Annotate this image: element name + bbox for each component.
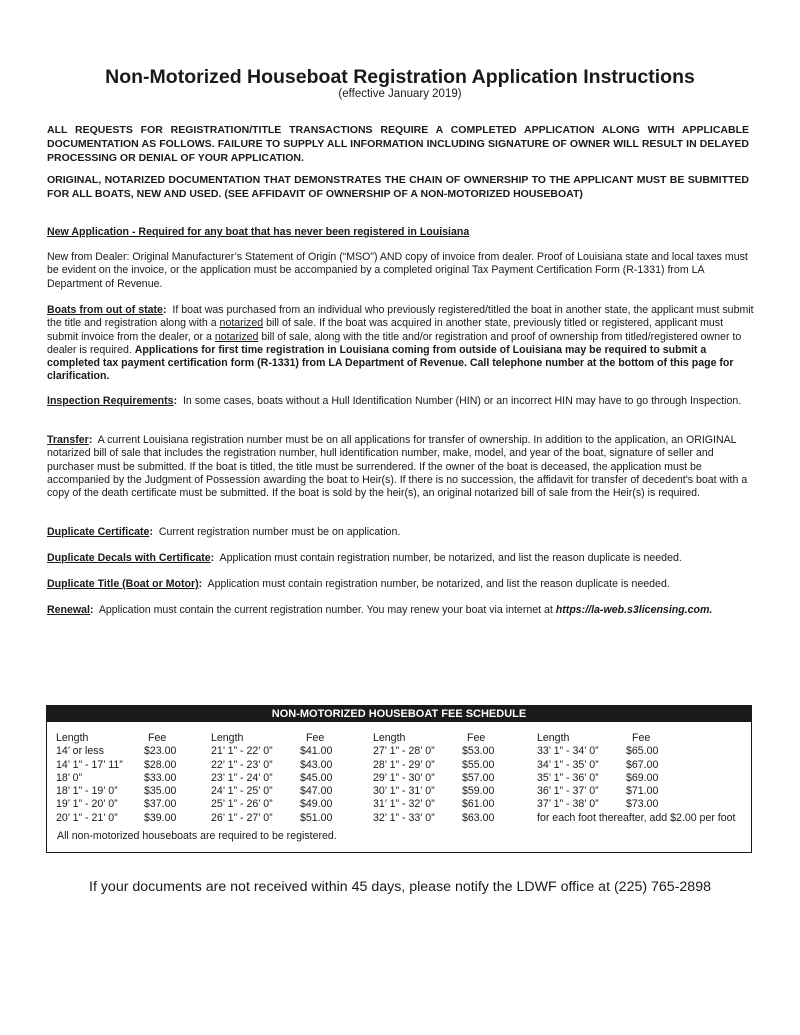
fee-length: 28’ 1” - 29’ 0” (373, 758, 435, 771)
fee-length: 23’ 1” - 24’ 0” (211, 771, 273, 784)
duplicate-certificate-section: Duplicate Certificate: Current registration number must be on application. (47, 526, 401, 538)
new-application-heading (47, 226, 757, 239)
fee-length: 37’ 1” - 38’ 0” (537, 798, 599, 811)
fee-amount: $28.00 (144, 758, 177, 771)
length-header: Length (211, 732, 244, 744)
fee-amount: $65.00 (626, 745, 659, 758)
out-of-state-text-2: bill of sale. If the boat was acquired in another state, previously titled or registered, applicant must submit invoice from the dealer, or a (47, 317, 724, 343)
fee-row (56, 745, 176, 758)
fee-length: 34’ 1” - 35’ 0” (537, 758, 599, 771)
duplicate-certificate-heading: Duplicate Certificate (47, 526, 150, 538)
fee-schedule-box (46, 705, 752, 853)
fee-amount: $73.00 (626, 798, 659, 811)
fee-amount: $71.00 (626, 785, 659, 798)
fee-length: 31’ 1” - 32’ 0” (373, 798, 435, 811)
duplicate-decals-heading: Duplicate Decals with Certificate (47, 552, 211, 564)
notice-ownership: ORIGINAL, NOTARIZED DOCUMENTATION THAT DEMONSTRATES THE CHAIN OF OWNERSHIP TO THE APPLICANT MUST BE SUBMITTED FOR ALL BOATS, NEW AND USED. (SEE AFFIDAVIT OF OWNERSHIP OF A NON-MOTORIZED HOUSEBOAT) (47, 174, 749, 200)
renewal-url: https://la-web.s3licensing.com. (555, 604, 713, 616)
renewal-body: Application must contain the current registration number. You may renew your boat via internet at (98, 604, 556, 616)
fee-row (56, 785, 176, 798)
fee-amount: $51.00 (300, 811, 333, 824)
fee-row (537, 798, 735, 811)
length-header: Length (537, 732, 570, 744)
inspection-body: In some cases, boats without a Hull Identification Number (HIN) or an incorrect HIN may have to go through Inspection. (182, 395, 742, 407)
duplicate-decals-body: Application must contain registration number, be notarized, and list the reason duplicate is needed. (219, 552, 682, 564)
out-of-state-text-3: bill of sale, along with the title and/or registration and proof of ownership from titled/registered owner to dealer is required. (47, 330, 742, 356)
footer-contact-note: If your documents are not received within 45 days, please notify the LDWF office at (225) 765-2898 (89, 879, 711, 895)
fee-amount: $23.00 (144, 745, 177, 758)
fee-length: 29’ 1” - 30’ 0” (373, 771, 435, 784)
fee-amount: $57.00 (462, 771, 495, 784)
fee-header: Fee (467, 732, 486, 744)
fee-row (56, 798, 176, 811)
fee-length: 18’ 1” - 19’ 0” (56, 785, 118, 798)
new-application-heading-text: New Application - Required for any boat that has never been registered in Louisiana (47, 226, 470, 238)
transfer-heading: Transfer (47, 434, 89, 446)
fee-amount: $39.00 (144, 811, 177, 824)
fee-length: 30’ 1” - 31’ 0” (373, 785, 435, 798)
fee-length: 18’ 0” (56, 771, 83, 784)
fee-amount: $67.00 (626, 758, 659, 771)
fee-length: 22’ 1” - 23’ 0” (211, 758, 273, 771)
fee-length: 24’ 1” - 25’ 0” (211, 785, 273, 798)
inspection-heading: Inspection Requirements (47, 395, 174, 407)
out-of-state-bold-note: Applications for first time registration in Louisiana coming from outside of Louisiana may be required to submit a completed tax payment certification form (R-1331) from LA Department of Revenue. Call telephone number at the bottom of this page for clarification. (47, 343, 734, 383)
out-of-state-heading: Boats from out of state (47, 304, 163, 316)
fee-column-2 (211, 732, 332, 825)
duplicate-decals-section: Duplicate Decals with Certificate: Application must contain registration number, be notarized, and list the reason duplicate is needed. (47, 552, 682, 564)
fee-header: Fee (148, 732, 167, 744)
fee-amount: $69.00 (626, 771, 659, 784)
transfer-section: Transfer: A current Louisiana registration number must be on all applications for transfer of ownership. In addition to the application, an ORIGINAL notarized bill of sale that includes the registration number, hull identification number, make, model, and year of the boat, signature of seller and purchaser must be submitted. If the boat is titled, the title must be surrendered. If the owner of the boat is deceased, the application must be accompanied by the Judgment of Possession awarding the boat to Heir(s). If there is no succession, the affidavit for transfer of decedent's boat with a copy of the death certificate must be submitted. If the boat is sold by the heir(s), an original notarized bill of sale from the Heir(s) is required. (47, 434, 748, 500)
fee-amount: $43.00 (300, 758, 333, 771)
fee-length: 36’ 1” - 37’ 0” (537, 785, 599, 798)
inspection-section: Inspection Requirements: In some cases, boats without a Hull Identification Number (HIN) or an incorrect HIN may have to go through Inspection. (47, 395, 742, 407)
fee-row (56, 759, 176, 772)
fee-row (211, 812, 332, 825)
out-of-state-text-1: If boat was purchased from an individual who previously registered/titled the boat in another state, the applicant must submit the title and registration along with a (47, 304, 754, 330)
length-header: Length (373, 732, 406, 744)
fee-amount: $41.00 (300, 745, 333, 758)
fee-header: Fee (306, 732, 325, 744)
fee-schedule-note: All non-motorized houseboats are required to be registered. (57, 830, 337, 842)
fee-length: 32’ 1” - 33’ 0” (373, 811, 435, 824)
fee-column-4 (537, 732, 735, 825)
fee-length: 20’ 1” - 21’ 0” (56, 811, 118, 824)
fee-column-1 (56, 732, 176, 825)
notarized-term-1: notarized (219, 317, 264, 330)
fee-row (211, 772, 332, 785)
fee-length: 14’ 1” - 17’ 11” (56, 758, 123, 771)
fee-row (373, 812, 494, 825)
fee-amount: $33.00 (144, 771, 177, 784)
fee-length: 26’ 1” - 27’ 0” (211, 811, 273, 824)
fee-extra: for each foot thereafter, add $2.00 per foot (537, 811, 736, 824)
duplicate-title-body: Application must contain registration number, be notarized, and list the reason duplicate is needed. (207, 578, 670, 590)
fee-column-3 (373, 732, 494, 825)
fee-amount: $49.00 (300, 798, 333, 811)
fee-length: 21’ 1” - 22’ 0” (211, 745, 273, 758)
fee-length: 14’ or less (56, 745, 104, 758)
fee-row (537, 785, 735, 798)
fee-length: 27’ 1” - 28’ 0” (373, 745, 435, 758)
fee-amount: $45.00 (300, 771, 333, 784)
length-header: Length (56, 732, 89, 744)
fee-row (56, 772, 176, 785)
fee-amount: $63.00 (462, 811, 495, 824)
notice-requirements: ALL REQUESTS FOR REGISTRATION/TITLE TRANSACTIONS REQUIRE A COMPLETED APPLICATION ALONG WITH APPLICABLE DOCUMENTATION AS FOLLOWS. FAILURE TO SUPPLY ALL INFORMATION INCLUDING SIGNATURE OF OWNER WILL RESULT IN DELAYED PROCESSING OR DENIAL OF YOUR APPLICATION. (47, 124, 749, 164)
effective-date: (effective January 2019) (338, 88, 462, 100)
duplicate-title-section: Duplicate Title (Boat or Motor): Application must contain registration number, be notarized, and list the reason duplicate is needed. (47, 578, 670, 590)
fee-row (56, 812, 176, 825)
fee-amount: $53.00 (462, 745, 495, 758)
fee-length: 33’ 1” - 34’ 0” (537, 745, 599, 758)
renewal-heading: Renewal (47, 604, 90, 616)
fee-row (373, 798, 494, 811)
fee-amount: $55.00 (462, 758, 495, 771)
fee-amount: $37.00 (144, 798, 177, 811)
fee-header: Fee (632, 732, 651, 744)
fee-row (211, 785, 332, 798)
fee-amount: $59.00 (462, 785, 495, 798)
renewal-section: Renewal: Application must contain the current registration number. You may renew your boat via internet at https://la-web.s3licensing.com. (47, 604, 713, 616)
new-application-body: New from Dealer: Original Manufacturer’s Statement of Origin (“MSO”) AND copy of invoice from dealer. Proof of Louisiana state and local taxes must be evident on the invoice, or the application must be accompanied by a completed original Tax Payment Certification Form (R-1331) from LA Department of Revenue. (47, 251, 748, 290)
transfer-body: A current Louisiana registration number must be on all applications for transfer of ownership. In addition to the application, an ORIGINAL notarized bill of sale that includes the registration number, hull identification number, make, model, and year of the boat, signature of seller and purchaser must be submitted. If the boat is titled, the title must be surrendered. If the owner of the boat is deceased, the application must be accompanied by the Judgment of Possession awarding the boat to Heir(s). If there is no succession, the affidavit for transfer of decedent's boat with a copy of the death certificate must be submitted. If the boat is sold by the heir(s), an original notarized bill of sale from the Heir(s) is required. (47, 434, 748, 500)
fee-length: 35’ 1” - 36’ 0” (537, 771, 599, 784)
fee-row (211, 759, 332, 772)
fee-row (211, 745, 332, 758)
fee-amount: $61.00 (462, 798, 495, 811)
fee-row (373, 772, 494, 785)
page-title: Non-Motorized Houseboat Registration Application Instructions (105, 66, 695, 88)
fee-row (537, 745, 735, 758)
fee-amount: $47.00 (300, 785, 333, 798)
fee-amount: $35.00 (144, 785, 177, 798)
fee-row (537, 772, 735, 785)
notarized-term-2: notarized (214, 330, 259, 343)
fee-row (373, 785, 494, 798)
fee-row (373, 759, 494, 772)
fee-schedule-title: NON-MOTORIZED HOUSEBOAT FEE SCHEDULE (47, 706, 751, 722)
duplicate-certificate-body: Current registration number must be on application. (158, 526, 401, 538)
fee-row (373, 745, 494, 758)
fee-length: 25’ 1” - 26’ 0” (211, 798, 273, 811)
fee-row (211, 798, 332, 811)
fee-row (537, 759, 735, 772)
duplicate-title-heading: Duplicate Title (Boat or Motor) (47, 578, 199, 590)
fee-length: 19’ 1” - 20’ 0” (56, 798, 118, 811)
out-of-state-section: Boats from out of state: If boat was purchased from an individual who previously registered/titled the boat in another state, the applicant must submit the title and registration along with a notarized bill of sale. If the boat was acquired in another state, previously titled or registered, applicant must submit invoice from the dealer, or a notarized bill of sale, along with the title and/or registration and proof of ownership from titled/registered owner to dealer is required. Applications for first time registration in Louisiana coming from outside of Louisiana may be required to submit a completed tax payment certification form (R-1331) from LA Department of Revenue. Call telephone number at the bottom of this page for clarification. (47, 304, 754, 383)
